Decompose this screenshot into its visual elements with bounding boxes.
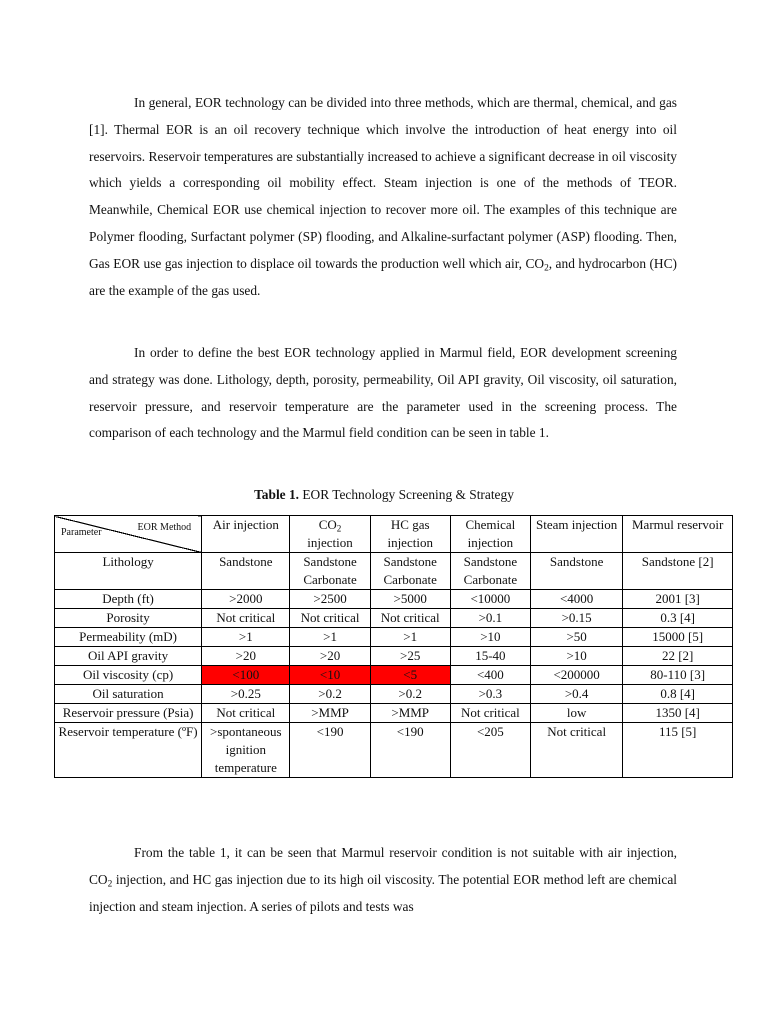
corner-label-method: EOR Method xyxy=(137,522,192,533)
table-cell-highlighted: <10 xyxy=(290,666,370,685)
table-cell: Not critical xyxy=(202,704,290,723)
table-row-permeability xyxy=(55,628,733,647)
header-text: CO xyxy=(318,517,337,532)
table-cell: 22 [2] xyxy=(623,647,733,666)
table-cell: >0.15 xyxy=(530,609,622,628)
table-cell: >50 xyxy=(530,628,622,647)
table-cell: >2000 xyxy=(202,590,290,609)
table-row-lithology xyxy=(55,553,733,590)
paragraph-screening: In order to define the best EOR technology applied in Marmul field, EOR development screening and strategy was done. Lithology, depth, porosity, permeability, Oil API gravity, Oil viscosity, oil saturation, reservoir pressure, and reservoir temperature are the parameter used in the screening process. The comparison of each technology and the Marmul field condition can be seen in table 1. xyxy=(89,345,677,441)
table-cell: >1 xyxy=(290,628,370,647)
table-header-row xyxy=(55,516,733,553)
table-cell: >20 xyxy=(202,647,290,666)
table-cell: >MMP xyxy=(290,704,370,723)
table-cell-highlighted: <5 xyxy=(370,666,450,685)
table-cell: >2500 xyxy=(290,590,370,609)
table-cell: Not critical xyxy=(202,609,290,628)
table-cell: >20 xyxy=(290,647,370,666)
table-cell: <190 xyxy=(290,723,370,778)
table-caption xyxy=(0,487,768,503)
table-cell: Sandstone Carbonate xyxy=(290,553,370,590)
table-cell: >0.25 xyxy=(202,685,290,704)
table-caption-label: Table 1. xyxy=(254,487,299,502)
table-cell: Sandstone Carbonate xyxy=(450,553,530,590)
table-cell: Lithology xyxy=(55,553,202,590)
table-cell: >0.2 xyxy=(370,685,450,704)
paragraph-conclusion xyxy=(89,840,677,920)
table-cell: Not critical xyxy=(370,609,450,628)
header-marmul-reservoir: Marmul reservoir xyxy=(623,516,733,553)
table-cell: >0.1 xyxy=(450,609,530,628)
paragraph-text: , and hydrocarbon (HC) are the example of the gas used. xyxy=(89,255,677,298)
table-cell: >1 xyxy=(370,628,450,647)
table-row-porosity xyxy=(55,609,733,628)
table-cell: >0.4 xyxy=(530,685,622,704)
screening-table xyxy=(54,515,733,778)
table-row-reservoir-temperature xyxy=(55,723,733,778)
table-cell: >5000 xyxy=(370,590,450,609)
subscript: 2 xyxy=(544,263,549,274)
table-cell: 80-110 [3] xyxy=(623,666,733,685)
table-cell: Sandstone Carbonate xyxy=(370,553,450,590)
table-cell: 1350 [4] xyxy=(623,704,733,723)
table-cell: <4000 xyxy=(530,590,622,609)
header-chemical-injection: Chemical injection xyxy=(450,516,530,553)
table-cell: <190 xyxy=(370,723,450,778)
paragraph-text: injection, and HC gas injection due to its high oil viscosity. The potential EOR method left are chemical injection and steam injection. A series of pilots and tests was xyxy=(89,871,677,914)
table-row-depth xyxy=(55,590,733,609)
table-cell: Sandstone xyxy=(530,553,622,590)
table-cell: Oil saturation xyxy=(55,685,202,704)
table-cell: low xyxy=(530,704,622,723)
header-co2-injection xyxy=(290,516,370,553)
table-row-oil-saturation xyxy=(55,685,733,704)
table-row-api-gravity xyxy=(55,647,733,666)
paragraph-text: From the table 1, it can be seen that Marmul reservoir condition is not suitable with air injection, CO xyxy=(89,845,677,887)
table-cell: >25 xyxy=(370,647,450,666)
table-cell: >MMP xyxy=(370,704,450,723)
table-cell: 115 [5] xyxy=(623,723,733,778)
table-cell-highlighted: <100 xyxy=(202,666,290,685)
table-row-reservoir-pressure xyxy=(55,704,733,723)
table-cell: Not critical xyxy=(290,609,370,628)
table-cell: Oil API gravity xyxy=(55,647,202,666)
subscript: 2 xyxy=(107,879,113,890)
table-cell: Reservoir temperature (ºF) xyxy=(55,723,202,778)
header-steam-injection: Steam injection xyxy=(530,516,622,553)
table-caption-text: EOR Technology Screening & Strategy xyxy=(299,487,514,502)
corner-label-parameter: Parameter xyxy=(61,527,102,538)
header-text: injection xyxy=(307,535,353,550)
paragraph-text: In general, EOR technology can be divided into three methods, which are thermal, chemical, and gas [1]. Thermal EOR is an oil recovery technique which involve the introduction of heat energy into oil reservoirs. Reservoir temperatures are substantially increased to achieve a significant decrease in oil viscosity which yields a corresponding oil mobility effect. Steam injection is one of the methods of TEOR. Meanwhile, Chemical EOR use chemical injection to recover more oil. The examples of this technique are Polymer flooding, Surfactant polymer (SP) flooding, and Alkaline-surfactant polymer (ASP) flooding. Then, Gas EOR use gas injection to displace oil towards the production well which air, CO xyxy=(89,95,677,271)
table-cell: Permeability (mD) xyxy=(55,628,202,647)
header-hc-gas-injection: HC gas injection xyxy=(370,516,450,553)
table-cell: Not critical xyxy=(450,704,530,723)
paragraph-eor-methods xyxy=(89,90,677,304)
subscript: 2 xyxy=(336,523,342,534)
table-cell: <200000 xyxy=(530,666,622,685)
table-cell: Not critical xyxy=(530,723,622,778)
table-cell: 2001 [3] xyxy=(623,590,733,609)
table-cell: 0.3 [4] xyxy=(623,609,733,628)
table-cell: 0.8 [4] xyxy=(623,685,733,704)
table-cell: <205 xyxy=(450,723,530,778)
table-cell: 15000 [5] xyxy=(623,628,733,647)
table-cell: Oil viscosity (cp) xyxy=(55,666,202,685)
table-cell: <10000 xyxy=(450,590,530,609)
table-cell: >10 xyxy=(530,647,622,666)
table-cell: >10 xyxy=(450,628,530,647)
corner-header-cell xyxy=(55,516,202,553)
table-cell: Sandstone [2] xyxy=(623,553,733,590)
table-cell: 15-40 xyxy=(450,647,530,666)
table-cell: >1 xyxy=(202,628,290,647)
header-air-injection: Air injection xyxy=(202,516,290,553)
table-cell: >spontaneous ignition temperature xyxy=(202,723,290,778)
table-cell: Sandstone xyxy=(202,553,290,590)
table-cell: Depth (ft) xyxy=(55,590,202,609)
table-cell: <400 xyxy=(450,666,530,685)
table-cell: Porosity xyxy=(55,609,202,628)
table-cell: >0.3 xyxy=(450,685,530,704)
table-cell: >0.2 xyxy=(290,685,370,704)
table-row-oil-viscosity xyxy=(55,666,733,685)
table-cell: Reservoir pressure (Psia) xyxy=(55,704,202,723)
